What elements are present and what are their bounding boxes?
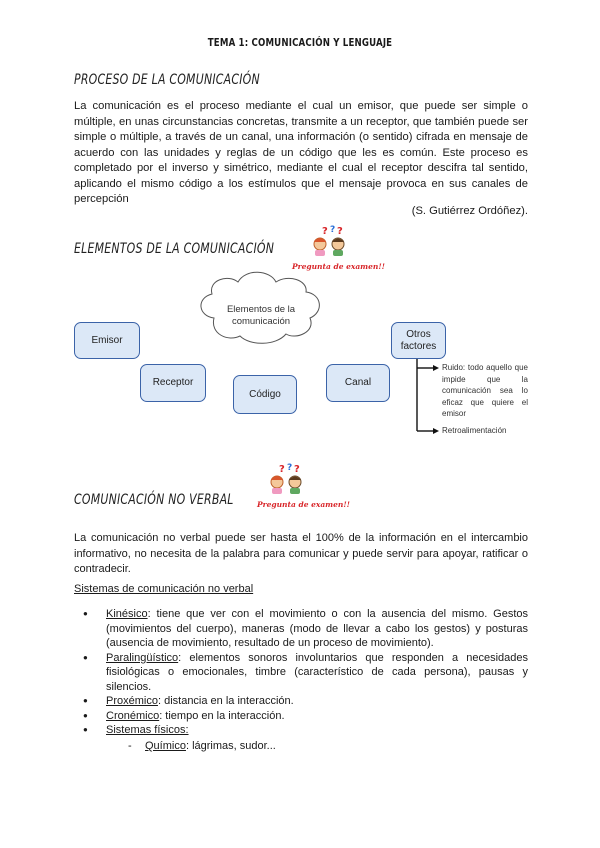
svg-text:?: ? [330,225,336,235]
note-ruido: Ruido: todo aquello que impide que la comunicación sea lo eficaz que quiere el emisor [442,363,528,418]
svg-text:?: ? [294,464,300,475]
box-otros-factores: Otros factores [391,322,446,359]
box-codigo: Código [233,375,297,414]
box-receptor: Receptor [140,364,206,402]
no-verbal-paragraph: La comunicación no verbal puede ser hasta el 100% de la información en el intercambio informativo, no necesita de la palabra para comunicar y puede servir para apoyar, ratificar o contradecir. [74,532,528,575]
section-title-no-verbal: COMUNICACIÓN NO VERBAL [74,492,234,508]
list-item: ● Proxémico: distancia en la interacción. [80,694,528,709]
exam-badge-text: Pregunta de examen!! [292,262,385,271]
svg-text:?: ? [287,463,293,473]
section-title-proceso: PROCESO DE LA COMUNICACIÓN [74,72,260,88]
sistemas-list [80,607,528,738]
list-item: ● Sistemas físicos: [80,723,528,738]
citation: (S. Gutiérrez Ordóñez). [411,205,528,217]
subheading-sistemas: Sistemas de comunicación no verbal [74,583,254,595]
page-header: TEMA 1: COMUNICACIÓN Y LENGUAJE [207,37,393,49]
sub-list-item: - Químico: lágrimas, sudor... [128,740,276,752]
exam-badge-text-2: Pregunta de examen!! [257,500,350,509]
box-emisor: Emisor [74,322,140,359]
list-item: ● Paralingüístico: elementos sonoros involuntarios que responden a necesidades fisiológicas o emocionales, timbre (característico de cada persona), pausas y silencios. [80,651,528,695]
svg-text:?: ? [279,464,285,475]
svg-text:?: ? [337,226,343,237]
list-item: ● Kinésico: tiene que ver con el movimiento o con la ausencia del mismo. Gestos (movimientos del cuerpo), maneras (modo de llevar a cabo los gestos) y posturas (ausencia de movimiento, resultado de un proceso de movimiento). [80,607,528,651]
note-retroalimentacion: Retroalimentación [442,426,507,435]
cloud-label: Elementos de la comunicación [226,304,296,327]
svg-text:?: ? [322,226,328,237]
section-title-elementos: ELEMENTOS DE LA COMUNICACIÓN [74,241,275,257]
proceso-paragraph: La comunicación es el proceso mediante el cual un emisor, que puede ser simple o múltiple, en unas circunstancias concretas, transmite a un receptor, que también puede ser simple o múltiple, a través de un canal, una información (o sentido) cifrada en mensaje de acuerdo con las unidades y reglas de un código que les es común. Este proceso es completado por el inverso y simétrico, mediante el cual el receptor descifra tal sentido, aplicando el mismo código a los estímulos que el mensaje provoca en sus canales de percepción [74,100,528,205]
box-canal: Canal [326,364,390,402]
list-item: ● Cronémico: tiempo en la interacción. [80,709,528,724]
